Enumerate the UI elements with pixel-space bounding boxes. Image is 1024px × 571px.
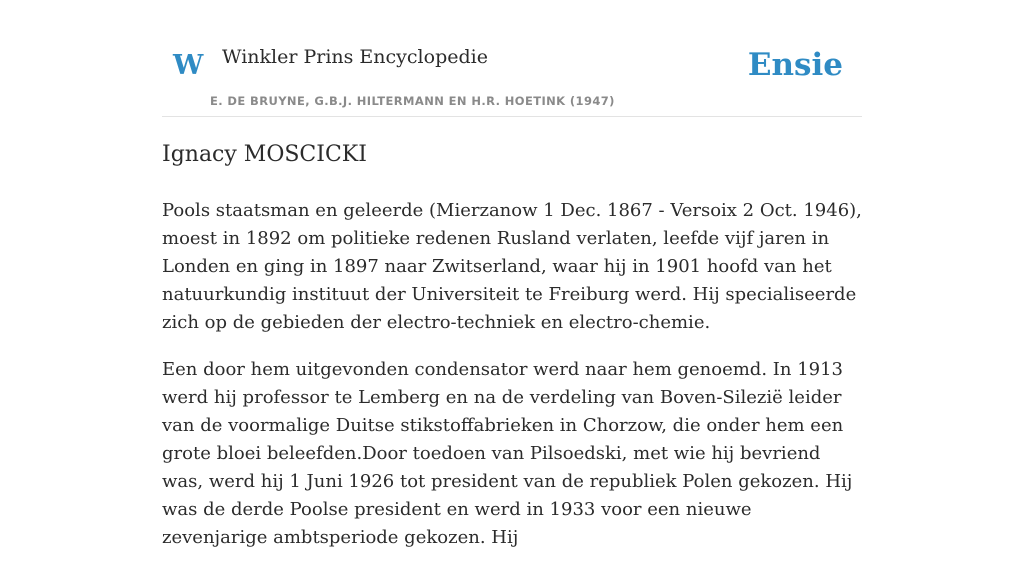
article-paragraph: Een door hem uitgevonden condensator werd naar hem genoemd. In 1913 werd hij professor te Lemberg en na de verdeling van Boven-Silezië leider van de voormalige Duitse stikstoffabrieken in Chorzow, die onder hem een grote bloei beleefden.Door toedoen van Pilsoedski, met wie hij bevriend was, werd hij 1 Juni 1926 tot president van de republiek Polen gekozen. Hij was de derde Poolse president en werd in 1933 voor een nieuwe zevenjarige ambtsperiode gekozen. Hij <box>162 359 853 548</box>
publication-title[interactable]: Winkler Prins Encyclopedie <box>222 46 488 68</box>
article-paragraph: Pools staatsman en geleerde (Mierzanow 1 Dec. 1867 - Versoix 2 Oct. 1946), moest in 1892 om politieke redenen Rusland verlaten, leefde vijf jaren in Londen en ging in 1897 naar Zwitserland, waar hij in 1901 hoofd van het natuurkundig instituut der Universiteit te Freiburg werd. Hij specialiseerde zich op de gebieden der electro-techniek en electro-chemie. <box>162 200 862 333</box>
ensie-logo-link[interactable]: Ensie <box>747 47 843 83</box>
article-title: Ignacy MOSCICKI <box>162 142 367 167</box>
article <box>162 140 862 571</box>
site-header <box>162 0 862 117</box>
publication-logo[interactable]: W <box>173 50 204 81</box>
publication-authors: E. DE BRUYNE, G.B.J. HILTERMANN EN H.R. HOETINK (1947) <box>210 94 615 108</box>
